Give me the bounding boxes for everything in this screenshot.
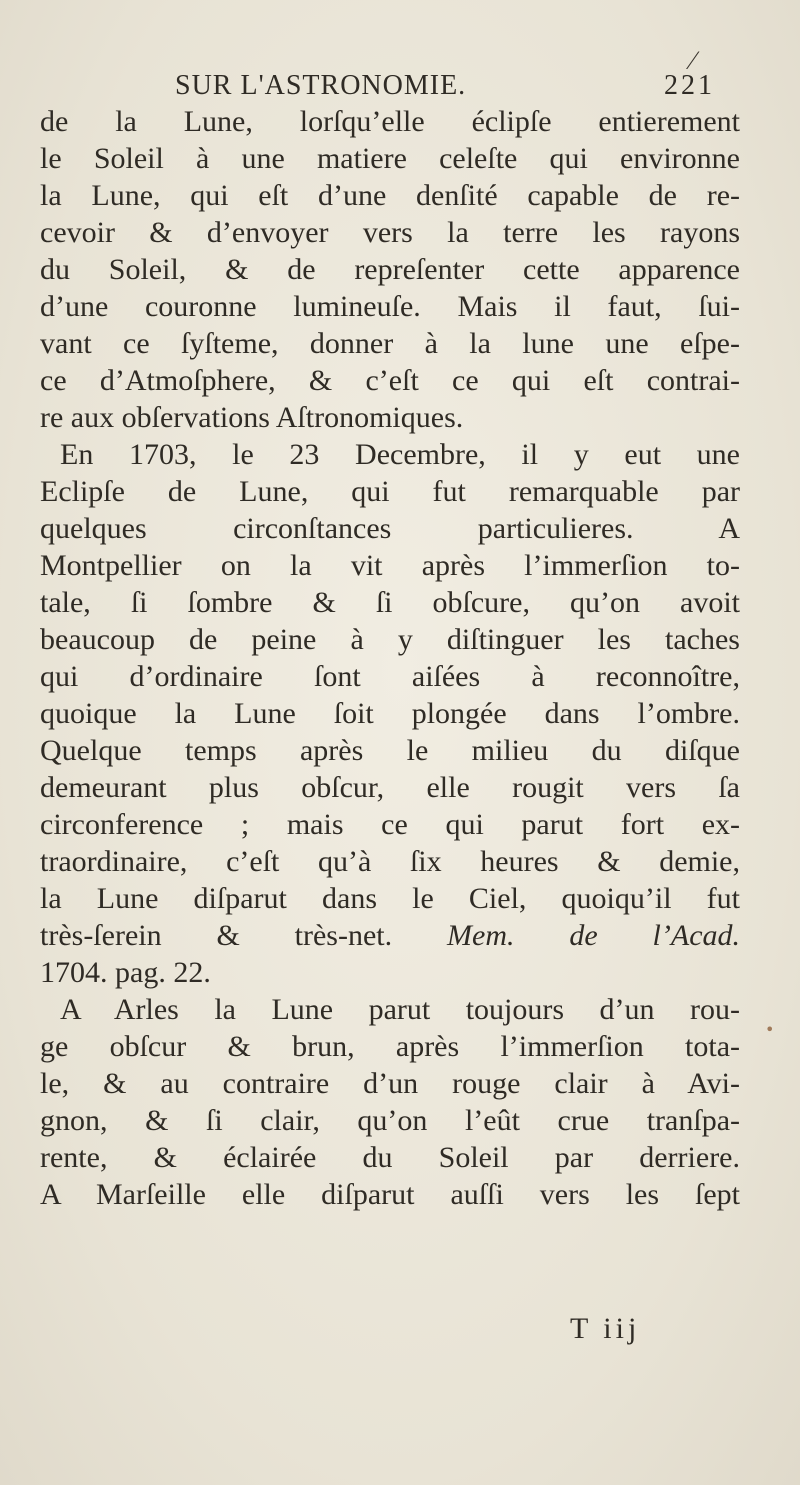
text-line: re aux obſervations Aſtronomiques.: [40, 401, 464, 434]
text-line: En 1703, le 23 Decembre, il y eut une: [60, 438, 740, 471]
signature-mark: T iij: [570, 1312, 641, 1345]
reference-page: 1704. pag. 22.: [40, 956, 211, 989]
text-line: gnon, & ſi clair, qu’on l’eût crue tranſpa-: [40, 1104, 740, 1137]
margin-mark: •: [765, 1020, 775, 1039]
running-head: SUR L'ASTRONOMIE.: [175, 70, 467, 101]
text-line: rente, & éclairée du Soleil par derriere.: [40, 1141, 740, 1174]
text-line: la Lune, qui eſt d’une denſité capable de re-: [40, 179, 740, 212]
folio-handwritten-mark: ⁄: [690, 46, 695, 75]
text-line: qui d’ordinaire ſont aiſées à reconnoître,: [40, 660, 740, 693]
text-line: quelques circonſtances particulieres. A: [40, 512, 740, 545]
text-line: Quelque temps après le milieu du diſque: [40, 734, 740, 767]
text-line: traordinaire, c’eſt qu’à ſix heures & demie,: [40, 845, 740, 878]
text-line: ge obſcur & brun, après l’immerſion tota-: [40, 1030, 740, 1063]
text-line: tale, ſi ſombre & ſi obſcure, qu’on avoit: [40, 586, 740, 619]
text-line: A Marſeille elle diſparut auſſi vers les ſept: [40, 1178, 740, 1211]
text-line: d’une couronne lumineuſe. Mais il faut, ſui-: [40, 290, 740, 323]
text-line: de la Lune, lorſqu’elle éclipſe entierement: [40, 105, 740, 138]
text-line: ce d’Atmoſphere, & c’eſt ce qui eſt contrai-: [40, 364, 740, 397]
text-line: Eclipſe de Lune, qui fut remarquable par: [40, 475, 740, 508]
text-line: circonference ; mais ce qui parut fort ex-: [40, 808, 740, 841]
reference-journal: Mem. de l’Acad.: [447, 919, 741, 952]
text-line-with-reference: [40, 917, 740, 954]
page-header: [175, 46, 715, 104]
text-line: quoique la Lune ſoit plongée dans l’ombre.: [40, 697, 740, 730]
text-line: vant ce ſyſteme, donner à la lune une eſpe-: [40, 327, 740, 360]
text-line: Montpellier on la vit après l’immerſion to-: [40, 549, 740, 582]
text-line: du Soleil, & de repreſenter cette apparence: [40, 253, 740, 286]
body-text: [40, 103, 740, 1213]
text-fragment: très-ſerein & très-net.: [40, 919, 393, 952]
text-line: beaucoup de peine à y diſtinguer les taches: [40, 623, 740, 656]
page-number: 221: [664, 70, 715, 101]
text-line: le Soleil à une matiere celeſte qui environne: [40, 142, 740, 175]
text-line: la Lune diſparut dans le Ciel, quoiqu’il fut: [40, 882, 740, 915]
text-line: le, & au contraire d’un rouge clair à Avi-: [40, 1067, 740, 1100]
text-line: demeurant plus obſcur, elle rougit vers ſa: [40, 771, 740, 804]
text-line: A Arles la Lune parut toujours d’un rou-: [60, 993, 740, 1026]
text-line: cevoir & d’envoyer vers la terre les rayons: [40, 216, 740, 249]
